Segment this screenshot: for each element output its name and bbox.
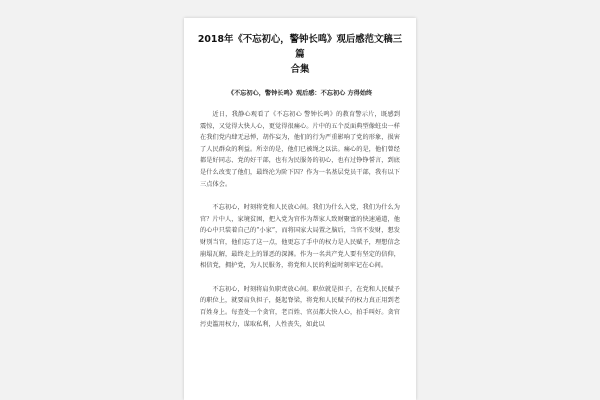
document-title: [194, 32, 406, 77]
paragraph-1: 近日，我静心观看了《不忘初心 警钟长鸣》的教育警示片，既感到震惊，又觉得大快人心，更觉得很痛心。片中的五个反面典型像蛀虫一样在我们党内肆无忌惮，胡作妄为，他们的行为严重影响了党的形象，损害了人民群众的利益。所幸的是，他们已被绳之以法。痛心的是，他们曾经都是好同志、党的好干部，也有为民服务的初心，也有过铮铮誓言，到底是什么改变了他们，最终沦为阶下囚？作为一名基层党员干部，我有以下三点体会。: [200, 111, 400, 188]
title-line-1: 2018年《不忘初心，警钟长鸣》观后感范文稿三篇: [197, 34, 403, 60]
document-page[interactable]: [184, 18, 416, 400]
title-line-2: 合集: [290, 64, 310, 75]
paragraph-2: 不忘初心，时刻将党和人民放心间。我们为什么入党，我们为什么为官？片中人，家境贫困，把入党为官作为帮家人致财聚富的快速通道，他的心中只装着自己的“小家”，而将国家大局置之脑后，当官不发财，想发财别当官，他们忘了这一点，他更忘了手中的权力是人民赋予，理想信念崩塌瓦解，最终走上的罪恶的深渊。作为一名共产党人要有坚定的信仰，相信党，拥护党，为人民服务，将党和人民的利益时刻牢记在心间。: [200, 204, 400, 270]
document-subtitle: 《不忘初心，警钟长鸣》观后感：不忘初心 方得始终: [227, 90, 373, 97]
paragraph-3: 不忘初心，时刻将肩负职责放心间。职位就是担子，在党和人民赋予的职位上，就要肩负担子，挺起脊梁，将党和人民赋予的权力真正用到老百姓身上。每查处一个贪官，老百姓、官员都大快人心，拍手叫好。贪官污吏滥用权力，谋取私利，人性丧失，如此以: [200, 285, 400, 328]
